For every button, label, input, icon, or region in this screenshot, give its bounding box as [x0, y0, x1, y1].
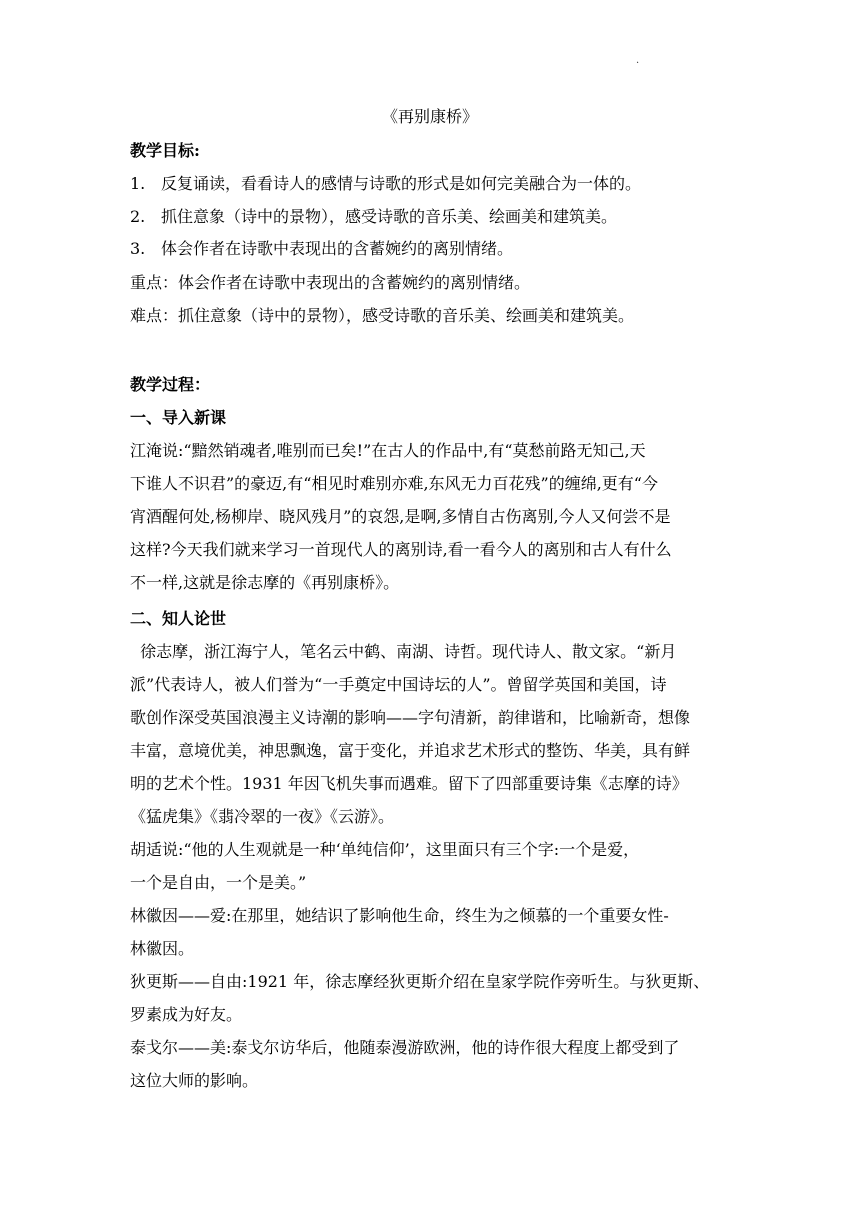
paragraph-line: 泰戈尔——美:泰戈尔访华后，他随泰漫游欧洲，他的诗作很大程度上都受到了	[130, 1038, 680, 1057]
paragraph-line: 徐志摩，浙江海宁人，笔名云中鹤、南湖、诗哲。现代诗人、散文家。“新月	[130, 642, 677, 661]
process-heading: 教学过程：	[130, 375, 211, 394]
paragraph-line: 宵酒醒何处,杨柳岸、晓风残月”的哀怨,是啊,多情自古伤离别,今人又何尝不是	[130, 507, 671, 526]
key-point: 重点：体会作者在诗歌中表现出的含蓄婉约的离别情绪。	[130, 273, 531, 292]
paragraph-line: 林徽因——爱:在那里，她结识了影响他生命，终生为之倾慕的一个重要女性-	[130, 906, 669, 925]
paragraph-line: 一个是自由，一个是美。”	[130, 873, 307, 892]
paragraph-line: 这样?今天我们就来学习一首现代人的离别诗,看一看今人的离别和古人有什么	[130, 540, 672, 559]
objective-item: 1. 反复诵读，看看诗人的感情与诗歌的形式是如何完美融合为一体的。	[130, 174, 642, 193]
paragraph-line: 林徽因。	[130, 939, 195, 958]
paragraph-line: 派”代表诗人，被人们誉为“一手奠定中国诗坛的人”。曾留学英国和美国，诗	[130, 675, 667, 694]
header-mark: ·	[636, 58, 640, 69]
paragraph-line: 下谁人不识君”的豪迈,有“相见时难别亦难,东风无力百花残”的缠绵,更有“今	[130, 474, 658, 493]
section2-heading: 二、知人论世	[130, 609, 227, 628]
paragraph-line: 明的艺术个性。1931 年因飞机失事而遇难。留下了四部重要诗集《志摩的诗》	[130, 774, 688, 793]
paragraph-line: 丰富，意境优美，神思飘逸，富于变化，并追求艺术形式的整饬、华美，具有鲜	[130, 741, 691, 760]
paragraph-line: 狄更斯——自由:1921 年，徐志摩经狄更斯介绍在皇家学院作旁听生。与狄更斯、	[130, 972, 710, 991]
paragraph-line: 胡适说:“他的人生观就是一种‘单纯信仰’，这里面只有三个字:一个是爱，	[130, 840, 640, 859]
difficulty: 难点：抓住意象（诗中的景物），感受诗歌的音乐美、绘画美和建筑美。	[130, 306, 635, 325]
paragraph-line: 这位大师的影响。	[130, 1071, 259, 1090]
paragraph-line: 江淹说:“黯然销魂者,唯别而已矣!”在古人的作品中,有“莫愁前路无知己,天	[130, 441, 646, 460]
paragraph-line: 罗素成为好友。	[130, 1005, 243, 1024]
paragraph-line: 《猛虎集》《翡冷翠的一夜》《云游》。	[130, 807, 395, 826]
section1-heading: 一、导入新课	[130, 408, 227, 427]
objectives-heading: 教学目标:	[130, 141, 200, 160]
document-title: 《再别康桥》	[381, 107, 478, 126]
objective-item: 3. 体会作者在诗歌中表现出的含蓄婉约的离别情绪。	[130, 239, 514, 258]
paragraph-line: 不一样,这就是徐志摩的《再别康桥》。	[130, 573, 400, 592]
paragraph-line: 歌创作深受英国浪漫主义诗潮的影响——字句清新，韵律谐和，比喻新奇，想像	[130, 708, 691, 727]
objective-item: 2. 抓住意象（诗中的景物），感受诗歌的音乐美、绘画美和建筑美。	[130, 207, 618, 226]
